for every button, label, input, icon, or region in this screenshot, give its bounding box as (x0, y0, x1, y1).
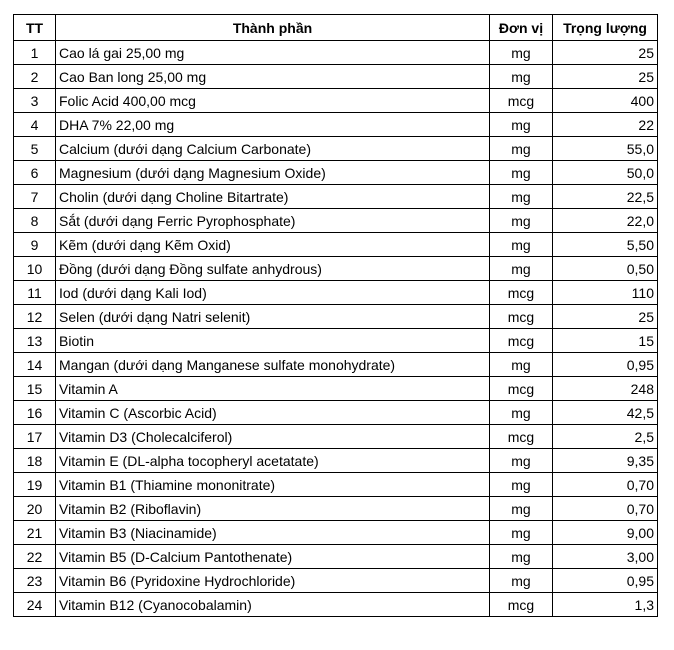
table-row (14, 281, 658, 305)
unit-cell: mcg (490, 425, 553, 449)
weight-cell: 15 (553, 329, 658, 353)
weight-cell: 1,3 (553, 593, 658, 617)
unit-cell: mg (490, 257, 553, 281)
table-row (14, 209, 658, 233)
table-row (14, 377, 658, 401)
weight-cell: 0,95 (553, 353, 658, 377)
unit-cell: mg (490, 185, 553, 209)
ingredients-table (13, 14, 658, 617)
row-index: 17 (14, 425, 56, 449)
header-row (14, 15, 658, 41)
weight-cell: 25 (553, 65, 658, 89)
ingredient-name: Selen (dưới dạng Natri selenit) (56, 305, 490, 329)
row-index: 13 (14, 329, 56, 353)
weight-cell: 55,0 (553, 137, 658, 161)
row-index: 11 (14, 281, 56, 305)
ingredient-name: Đồng (dưới dạng Đồng sulfate anhydrous) (56, 257, 490, 281)
row-index: 16 (14, 401, 56, 425)
unit-cell: mcg (490, 377, 553, 401)
ingredient-name: Vitamin B6 (Pyridoxine Hydrochloride) (56, 569, 490, 593)
table-row (14, 41, 658, 65)
row-index: 9 (14, 233, 56, 257)
row-index: 3 (14, 89, 56, 113)
unit-cell: mcg (490, 305, 553, 329)
header-unit: Đơn vị (490, 15, 553, 41)
table-row (14, 545, 658, 569)
ingredient-name: Vitamin C (Ascorbic Acid) (56, 401, 490, 425)
row-index: 8 (14, 209, 56, 233)
ingredient-name: Cao lá gai 25,00 mg (56, 41, 490, 65)
unit-cell: mg (490, 449, 553, 473)
weight-cell: 5,50 (553, 233, 658, 257)
row-index: 7 (14, 185, 56, 209)
table-row (14, 569, 658, 593)
table-row (14, 473, 658, 497)
header-weight: Trọng lượng (553, 15, 658, 41)
header-tt: TT (14, 15, 56, 41)
row-index: 21 (14, 521, 56, 545)
ingredient-name: Sắt (dưới dạng Ferric Pyrophosphate) (56, 209, 490, 233)
ingredient-name: Folic Acid 400,00 mcg (56, 89, 490, 113)
weight-cell: 9,00 (553, 521, 658, 545)
ingredient-name: Magnesium (dưới dạng Magnesium Oxide) (56, 161, 490, 185)
row-index: 12 (14, 305, 56, 329)
ingredient-name: Mangan (dưới dạng Manganese sulfate monohydrate) (56, 353, 490, 377)
unit-cell: mg (490, 353, 553, 377)
ingredient-name: Cao Ban long 25,00 mg (56, 65, 490, 89)
table-row (14, 89, 658, 113)
table-row (14, 113, 658, 137)
table-row (14, 353, 658, 377)
row-index: 10 (14, 257, 56, 281)
unit-cell: mcg (490, 281, 553, 305)
row-index: 4 (14, 113, 56, 137)
ingredient-name: Vitamin B2 (Riboflavin) (56, 497, 490, 521)
weight-cell: 0,70 (553, 497, 658, 521)
table-row (14, 137, 658, 161)
unit-cell: mg (490, 137, 553, 161)
row-index: 19 (14, 473, 56, 497)
ingredient-name: Vitamin B5 (D-Calcium Pantothenate) (56, 545, 490, 569)
weight-cell: 0,95 (553, 569, 658, 593)
row-index: 18 (14, 449, 56, 473)
weight-cell: 9,35 (553, 449, 658, 473)
ingredient-name: Biotin (56, 329, 490, 353)
unit-cell: mg (490, 209, 553, 233)
weight-cell: 400 (553, 89, 658, 113)
row-index: 23 (14, 569, 56, 593)
unit-cell: mcg (490, 89, 553, 113)
table-row (14, 449, 658, 473)
row-index: 14 (14, 353, 56, 377)
table-row (14, 257, 658, 281)
unit-cell: mg (490, 233, 553, 257)
ingredient-name: Cholin (dưới dạng Choline Bitartrate) (56, 185, 490, 209)
unit-cell: mg (490, 497, 553, 521)
weight-cell: 0,50 (553, 257, 658, 281)
row-index: 1 (14, 41, 56, 65)
table-row (14, 593, 658, 617)
unit-cell: mcg (490, 329, 553, 353)
table-row (14, 401, 658, 425)
table-row (14, 305, 658, 329)
weight-cell: 25 (553, 41, 658, 65)
table-row (14, 185, 658, 209)
weight-cell: 22,0 (553, 209, 658, 233)
header-ingredient: Thành phần (56, 15, 490, 41)
ingredient-name: DHA 7% 22,00 mg (56, 113, 490, 137)
unit-cell: mg (490, 569, 553, 593)
table-row (14, 233, 658, 257)
ingredient-name: Vitamin D3 (Cholecalciferol) (56, 425, 490, 449)
ingredient-name: Kẽm (dưới dạng Kẽm Oxid) (56, 233, 490, 257)
weight-cell: 25 (553, 305, 658, 329)
table-row (14, 329, 658, 353)
weight-cell: 0,70 (553, 473, 658, 497)
ingredient-name: Calcium (dưới dạng Calcium Carbonate) (56, 137, 490, 161)
row-index: 2 (14, 65, 56, 89)
unit-cell: mg (490, 65, 553, 89)
weight-cell: 22,5 (553, 185, 658, 209)
row-index: 22 (14, 545, 56, 569)
row-index: 6 (14, 161, 56, 185)
row-index: 15 (14, 377, 56, 401)
weight-cell: 3,00 (553, 545, 658, 569)
weight-cell: 2,5 (553, 425, 658, 449)
table-row (14, 425, 658, 449)
ingredient-name: Vitamin A (56, 377, 490, 401)
ingredient-name: Vitamin B12 (Cyanocobalamin) (56, 593, 490, 617)
unit-cell: mg (490, 545, 553, 569)
ingredient-name: Vitamin B3 (Niacinamide) (56, 521, 490, 545)
weight-cell: 22 (553, 113, 658, 137)
weight-cell: 50,0 (553, 161, 658, 185)
table-row (14, 161, 658, 185)
weight-cell: 110 (553, 281, 658, 305)
unit-cell: mg (490, 113, 553, 137)
weight-cell: 248 (553, 377, 658, 401)
unit-cell: mcg (490, 593, 553, 617)
unit-cell: mg (490, 41, 553, 65)
row-index: 24 (14, 593, 56, 617)
unit-cell: mg (490, 521, 553, 545)
row-index: 20 (14, 497, 56, 521)
weight-cell: 42,5 (553, 401, 658, 425)
ingredient-name: Vitamin E (DL-alpha tocopheryl acetatate) (56, 449, 490, 473)
row-index: 5 (14, 137, 56, 161)
ingredient-name: Iod (dưới dạng Kali Iod) (56, 281, 490, 305)
table-row (14, 65, 658, 89)
unit-cell: mg (490, 473, 553, 497)
ingredient-name: Vitamin B1 (Thiamine mononitrate) (56, 473, 490, 497)
unit-cell: mg (490, 401, 553, 425)
table-row (14, 521, 658, 545)
unit-cell: mg (490, 161, 553, 185)
table-row (14, 497, 658, 521)
